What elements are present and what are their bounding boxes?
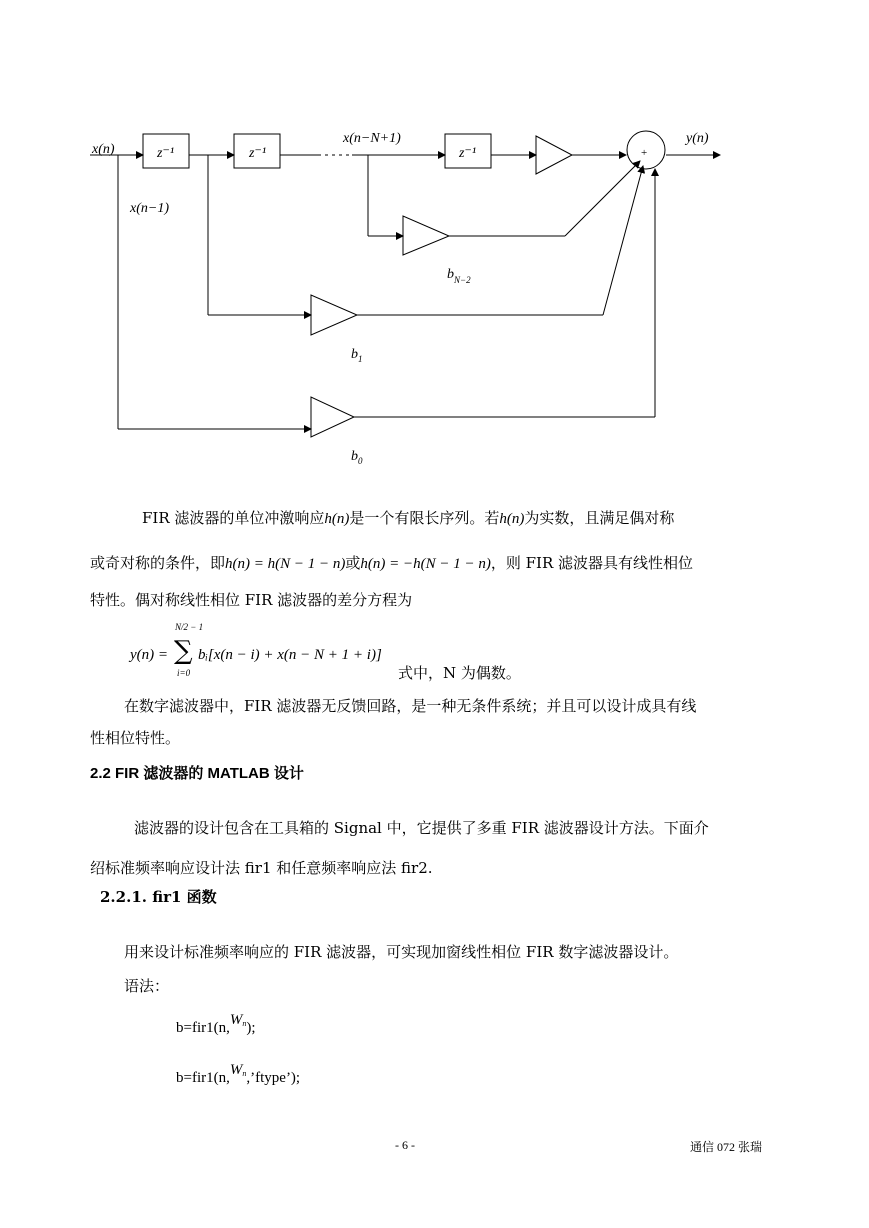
text-span: ，则 FIR 滤波器具有线性相位 — [490, 554, 694, 572]
math-eq-even: h(n) = h(N − 1 − n) — [225, 556, 346, 572]
text-span: 特性。偶对称线性相位 FIR 滤波器的差分方程为 — [90, 591, 413, 609]
paragraph-fir-definition — [90, 500, 780, 618]
formula-body: bᵢ[x(n − i) + x(n − N + 1 + i)] — [198, 647, 382, 663]
output-label: y(n) — [686, 131, 709, 146]
math-hn: h(n) — [324, 511, 350, 527]
code-w-sub: n — [242, 1019, 247, 1028]
code-w: W — [229, 1062, 243, 1078]
tap-last-label: x(n−N+1) — [343, 131, 401, 146]
amp-b0 — [311, 397, 354, 437]
amp-top — [536, 136, 572, 174]
text-line: 绍标准频率响应设计法 fir1 和任意频率响应法 fir2. — [90, 859, 433, 877]
amp-b1 — [311, 295, 357, 335]
delay-label-2: z⁻¹ — [249, 146, 267, 161]
code-text: ); — [246, 1020, 256, 1036]
code-text: b=fir1(n, — [176, 1070, 230, 1086]
amp-bn2 — [403, 216, 449, 255]
delay-label-1: z⁻¹ — [157, 146, 175, 161]
text-line: 语法： — [124, 977, 170, 995]
text-line: 滤波器的设计包含在工具箱的 Signal 中，它提供了多重 FIR 滤波器设计方法。下面介 — [134, 819, 709, 837]
formula-note: 式中，N 为偶数。 — [398, 664, 521, 682]
text-line: 在数字滤波器中，FIR 滤波器无反馈回路，是一种无条件系统；并且可以设计成具有线 — [124, 697, 697, 715]
math-hn: h(n) — [499, 511, 525, 527]
text-line: 用来设计标准频率响应的 FIR 滤波器，可实现加窗线性相位 FIR 数字滤波器设计。 — [124, 943, 679, 961]
paragraph-fir1-desc — [124, 934, 784, 1004]
b1-out-diag — [603, 166, 643, 315]
code-w-sub: n — [242, 1069, 247, 1078]
fir-structure-diagram — [0, 0, 869, 480]
subsection-heading: 2.2.1. fir1 函数 — [100, 888, 217, 906]
code-line-2 — [176, 1062, 301, 1087]
text-line: 性相位特性。 — [90, 729, 181, 747]
text-span: 或奇对称的条件，即 — [90, 554, 226, 572]
text-span: 或 — [345, 554, 361, 572]
coef-bn2-label: b — [447, 267, 454, 282]
code-line-1 — [176, 1012, 256, 1037]
coef-b1-label: b — [351, 347, 358, 362]
footer-author: 通信 072 张瑞 — [690, 1140, 763, 1154]
code-text: b=fir1(n, — [176, 1020, 230, 1036]
input-label: x(n) — [92, 142, 115, 157]
page-number: - 6 - — [395, 1138, 415, 1152]
coef-bn2-sub: N−2 — [454, 275, 471, 285]
bn2-out-diag — [565, 161, 640, 236]
text-span: 是一个有限长序列。若 — [349, 509, 500, 527]
coef-b1-sub: 1 — [358, 354, 363, 364]
section-heading: 2.2 FIR 滤波器的 MATLAB 设计 — [90, 765, 304, 782]
sum-label: + — [641, 147, 648, 159]
paragraph-matlab-design — [90, 810, 780, 886]
coef-b0-sub: 0 — [358, 456, 363, 466]
formula-upper-limit: N/2 − 1 — [175, 622, 204, 632]
formula-lower-limit: i=0 — [177, 668, 191, 678]
formula-lhs: y(n) = — [130, 647, 169, 663]
coef-b0-label: b — [351, 449, 358, 464]
tap1-label: x(n−1) — [130, 201, 169, 216]
code-w: W — [229, 1012, 243, 1028]
difference-equation — [130, 622, 730, 682]
delay-label-3: z⁻¹ — [459, 146, 477, 161]
paragraph-fir-properties — [90, 688, 780, 756]
formula-sigma: ∑ — [174, 636, 193, 666]
code-text: ,’ftype’); — [246, 1070, 301, 1086]
math-eq-odd: h(n) = −h(N − 1 − n) — [360, 556, 491, 572]
text-span: FIR 滤波器的单位冲激响应 — [142, 509, 325, 527]
text-span: 为实数，且满足偶对称 — [524, 509, 675, 527]
